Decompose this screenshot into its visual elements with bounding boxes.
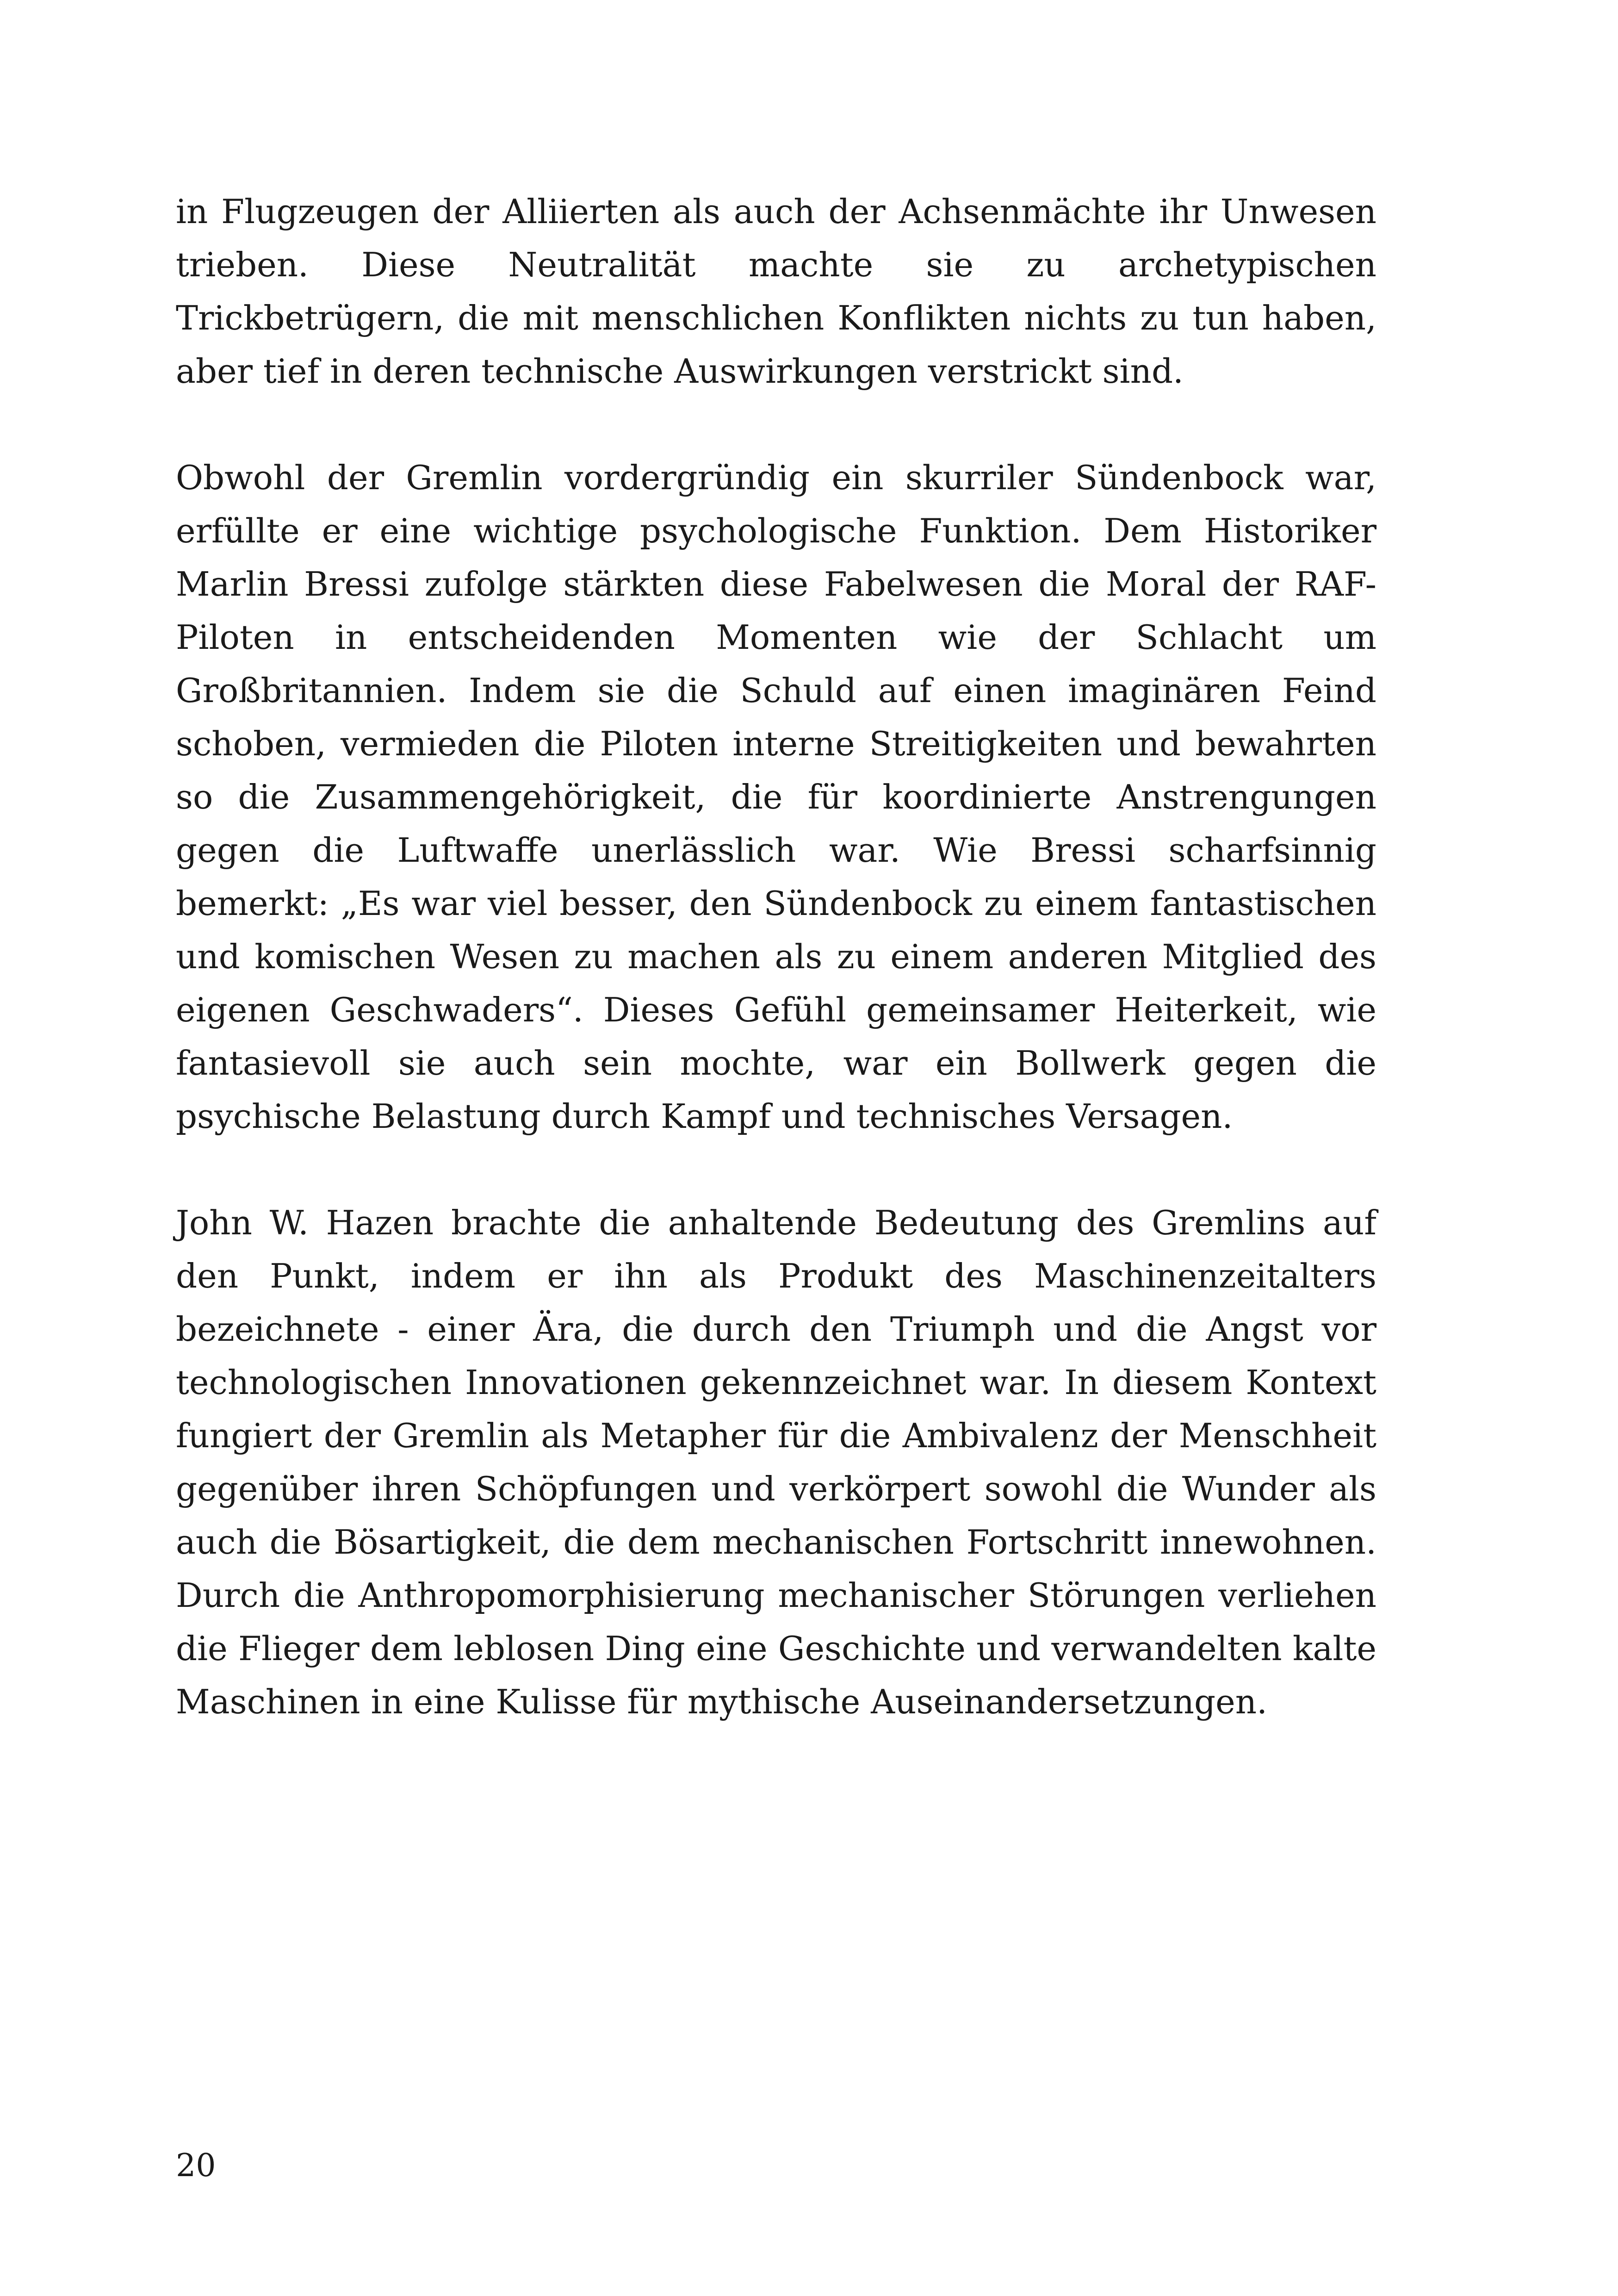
body-text [176, 185, 1376, 1729]
paragraph-1: in Flugzeugen der Alliierten als auch der Achsenmächte ihr Unwesen trieben. Diese Neutralität machte sie zu archetypischen Trickbetrügern, die mit menschlichen Konflikten nichts zu tun haben, aber tief in deren technische Auswirkungen verstrickt sind. [176, 192, 1376, 391]
paragraph-3: John W. Hazen brachte die anhaltende Bedeutung des Gremlins auf den Punkt, indem er ihn als Produkt des Maschinenzeitalters bezeichnete - einer Ära, die durch den Triumph und die Angst vor technologischen Innovationen gekennzeichnet war. In diesem Kontext fungiert der Gremlin als Metapher für die Ambivalenz der Menschheit gegenüber ihren Schöpfungen und verkörpert sowohl die Wunder als auch die Bösartigkeit, die dem mechanischen Fortschritt innewohnen. Durch die Anthropomorphisierung mechanischer Störungen verliehen die Flieger dem leblosen Ding eine Geschichte und verwandelten kalte Maschinen in eine Kulisse für mythische Auseinandersetzungen. [176, 1203, 1376, 1721]
page-number: 20 [176, 2147, 216, 2184]
paragraph-2: Obwohl der Gremlin vordergründig ein skurriler Sündenbock war, erfüllte er eine wichtige psychologische Funktion. Dem Historiker Marlin Bressi zufolge stärkten diese Fabelwesen die Moral der RAF-Piloten in entscheidenden Momenten wie der Schlacht um Großbritannien. Indem sie die Schuld auf einen imaginären Feind schoben, vermieden die Piloten interne Streitigkeiten und bewahrten so die Zusammengehörigkeit, die für koordinierte Anstrengungen gegen die Luftwaffe unerlässlich war. Wie Bressi scharfsinnig bemerkt: „Es war viel besser, den Sündenbock zu einem fantastischen und komischen Wesen zu machen als zu einem anderen Mitglied des eigenen Geschwaders“. Dieses Gefühl gemeinsamer Heiterkeit, wie fantasievoll sie auch sein mochte, war ein Bollwerk gegen die psychische Belastung durch Kampf und technisches Versagen. [176, 458, 1376, 1136]
